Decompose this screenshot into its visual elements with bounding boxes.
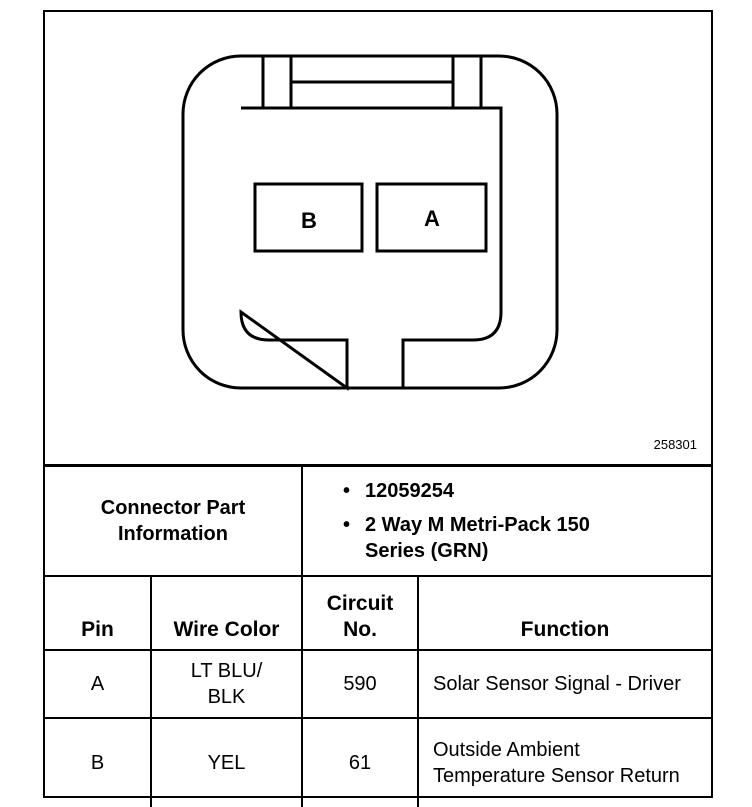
table-row: [45, 718, 711, 807]
header-function: Function: [418, 576, 711, 650]
pin-label-b: B: [301, 208, 317, 233]
connector-part-label: [45, 467, 302, 576]
circuit-cell: 61: [302, 718, 418, 807]
bullet-icon: •: [343, 480, 351, 502]
drawing-id: 258301: [653, 437, 697, 452]
function-text: Solar Sensor Signal - Driver: [433, 673, 681, 695]
connector-part-row: [45, 467, 711, 576]
pin-cell: B: [45, 718, 151, 807]
function-text: Outside Ambient Temperature Sensor Return: [433, 739, 680, 787]
connector-drawing: [45, 12, 711, 464]
table-row: [45, 650, 711, 718]
table-header-row: [45, 576, 711, 650]
function-cell: [418, 718, 711, 807]
connector-diagram: [45, 12, 711, 467]
function-cell: [418, 650, 711, 718]
wire-color-cell: [151, 650, 302, 718]
connector-info-table: [45, 467, 711, 807]
part-number: 12059254: [365, 480, 454, 502]
connector-sheet: [43, 10, 713, 798]
wire-color-cell: YEL: [151, 718, 302, 807]
header-pin: Pin: [45, 576, 151, 650]
part-number-item: [343, 478, 711, 504]
pin-label-a: A: [424, 206, 440, 231]
connector-part-list: [302, 467, 711, 576]
header-circuit-text: Circuit No.: [326, 592, 394, 641]
header-wire-color: Wire Color: [151, 576, 302, 650]
connector-type: 2 Way M Metri-Pack 150 Series (GRN): [365, 514, 590, 562]
connector-part-label-text: Connector Part Information: [100, 497, 246, 545]
pin-cell: A: [45, 650, 151, 718]
circuit-cell: 590: [302, 650, 418, 718]
wire-color-text: LT BLU/ BLK: [190, 660, 263, 708]
connector-type-item: [343, 512, 711, 564]
header-circuit: [302, 576, 418, 650]
bullet-icon: •: [343, 514, 351, 536]
connector-body: [241, 108, 501, 388]
connector-latch: [263, 57, 481, 108]
